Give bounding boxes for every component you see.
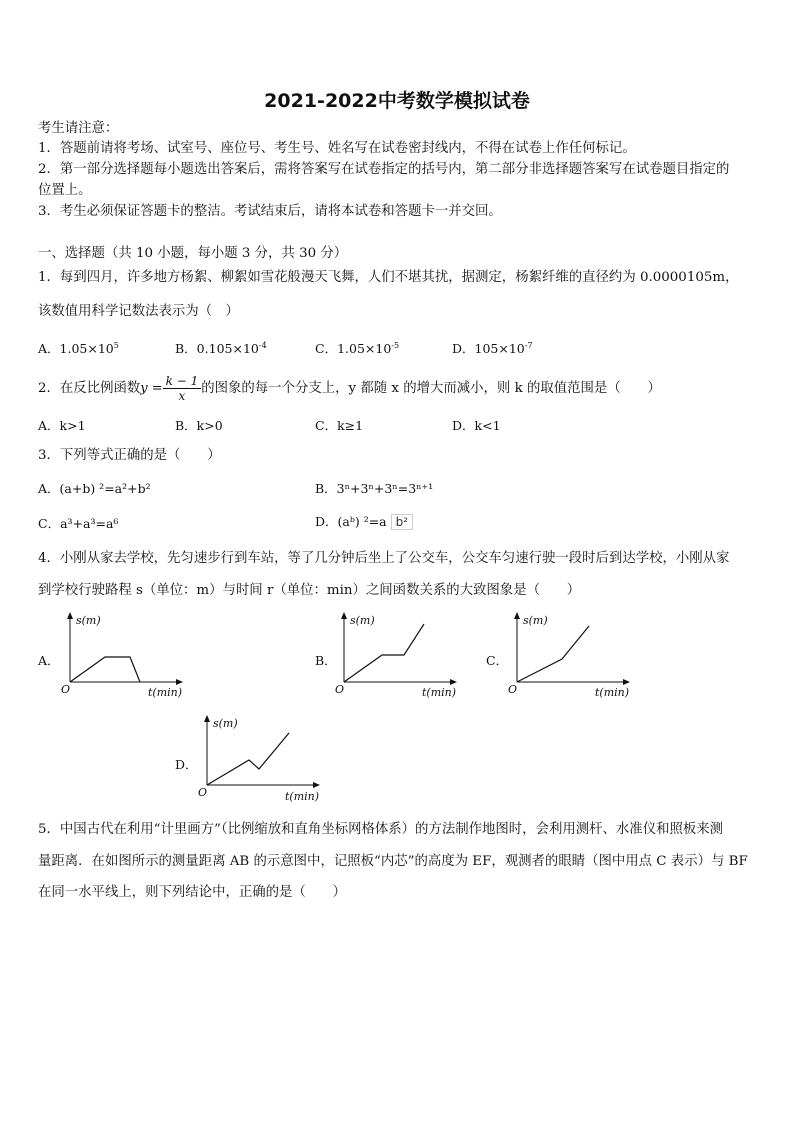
q1-option-c — [315, 339, 399, 357]
y-axis-arrow-icon — [514, 612, 520, 619]
y-axis-label: s(m) — [76, 614, 101, 627]
y-axis-arrow-icon — [204, 715, 210, 722]
x-axis-arrow-icon — [313, 782, 320, 788]
x-axis-arrow-icon — [450, 679, 457, 685]
q4-graph-d — [197, 715, 327, 811]
origin-label: O — [335, 683, 345, 696]
q5-stem-line1: 5．中国古代在利用“计里画方”（比例缩放和直角坐标网格体系）的方法制作地图时，会利用测杆、水准仪和照板来测 — [38, 822, 724, 837]
q1-option-a — [38, 339, 119, 357]
x-axis-label: t(min) — [595, 686, 630, 699]
q4-graph-a-svg — [60, 612, 190, 702]
page-title: 2021-2022中考数学模拟试卷 — [264, 90, 530, 112]
q5-stem-line2: 量距离．在如图所示的测量距离 AB 的示意图中，记照板“内芯”的高度为 EF，观测者的眼睛（图中用点 C 表示）与 BF — [38, 854, 748, 869]
q2-option-b: B．k>0 — [175, 418, 223, 433]
x-axis-label: t(min) — [148, 686, 183, 699]
q4-graph-b-label: B． — [315, 653, 337, 668]
y-axis-label: s(m) — [523, 614, 548, 627]
q5-stem-line3: 在同一水平线上，则下列结论中，正确的是（ ） — [38, 885, 346, 900]
notice-item-2: 2．第一部分选择题每小题选出答案后，需将答案写在试卷指定的括号内，第二部分非选择题答案写在试卷题目指定的 — [38, 162, 730, 177]
q1-option-a-text: A．1.05×10 — [38, 341, 114, 356]
q1-option-c-exp: -5 — [391, 340, 400, 350]
q3-option-d-exponent-box: b² — [391, 514, 413, 530]
q2-stem-post: 的图象的每一个分支上，y 都随 x 的增大而减小，则 k 的取值范围是（ ） — [201, 381, 661, 396]
section-heading: 一、选择题（共 10 小题，每小题 3 分，共 30 分） — [38, 246, 348, 261]
q2-option-d: D．k<1 — [452, 418, 501, 433]
q3-option-d — [315, 512, 413, 530]
q3-option-a: A．(a+b) ²=a²+b² — [38, 481, 151, 496]
q3-stem: 3．下列等式正确的是（ ） — [38, 448, 221, 463]
q4-graph-c-label: C． — [486, 653, 509, 668]
q4-graph-c — [507, 612, 637, 706]
q4-stem-line2: 到学校行驶路程 s（单位：m）与时间 r（单位：min）之间函数关系的大致图象是（ ） — [38, 583, 581, 598]
q4-graph-b-curve — [344, 624, 424, 682]
origin-label: O — [508, 683, 518, 696]
y-axis-arrow-icon — [67, 612, 73, 619]
q2-option-c: C．k≥1 — [315, 418, 364, 433]
notice-item-2-cont: 位置上。 — [38, 183, 92, 198]
q4-graph-c-svg — [507, 612, 637, 702]
q2-stem-pre: 2．在反比例函数 — [38, 381, 141, 396]
y-axis-label: s(m) — [213, 717, 238, 730]
q2-y-equals: y = — [140, 381, 163, 396]
q3-option-c: C．a³+a³=a⁶ — [38, 516, 119, 531]
x-axis-label: t(min) — [422, 686, 457, 699]
q1-option-b-text: B．0.105×10 — [175, 341, 259, 356]
q4-stem-line1: 4．小刚从家去学校，先匀速步行到车站，等了几分钟后坐上了公交车，公交车匀速行驶一段时后到达学校，小刚从家 — [38, 551, 730, 566]
q4-graph-b — [334, 612, 464, 706]
q2-stem — [38, 369, 661, 409]
q4-graph-d-svg — [197, 715, 327, 807]
q4-graph-a-label: A． — [38, 653, 60, 668]
notice-item-1: 1．答题前请将考场、试室号、座位号、考生号、姓名写在试卷密封线内，不得在试卷上作任何标记。 — [38, 141, 636, 156]
notice-heading: 考生请注意： — [38, 121, 119, 136]
q4-graph-a — [60, 612, 190, 706]
q4-graph-d-curve — [207, 733, 289, 785]
q1-option-d — [452, 339, 533, 357]
x-axis-label: t(min) — [285, 790, 320, 803]
origin-label: O — [61, 683, 71, 696]
q2-fraction — [163, 374, 202, 403]
q2-option-a: A．k>1 — [38, 418, 86, 433]
q1-stem-line1: 1．每到四月，许多地方杨絮、柳絮如雪花般漫天飞舞，人们不堪其扰，据测定，杨絮纤维的直径约为 0.0000105m， — [38, 270, 739, 285]
origin-label: O — [198, 786, 208, 799]
q3-option-b: B．3ⁿ+3ⁿ+3ⁿ=3ⁿ⁺¹ — [315, 481, 434, 496]
q4-graph-b-svg — [334, 612, 464, 702]
q1-option-b — [175, 339, 267, 357]
q3-option-d-text: D．(aᵇ) ²=a — [315, 514, 387, 529]
x-axis-arrow-icon — [176, 679, 183, 685]
q1-option-a-exp: 5 — [113, 340, 119, 350]
q1-option-d-text: D．105×10 — [452, 341, 525, 356]
q4-graph-a-curve — [70, 657, 140, 682]
q1-option-c-text: C．1.05×10 — [315, 341, 392, 356]
q1-option-d-exp: -7 — [524, 340, 533, 350]
q2-fraction-numerator: k − 1 — [163, 374, 202, 389]
q1-option-b-exp: -4 — [258, 340, 267, 350]
y-axis-arrow-icon — [341, 612, 347, 619]
q1-stem-line2: 该数值用科学记数法表示为（ ） — [38, 304, 239, 319]
x-axis-arrow-icon — [623, 679, 630, 685]
q4-graph-d-label: D． — [175, 757, 198, 772]
y-axis-label: s(m) — [350, 614, 375, 627]
q2-fraction-denominator: x — [178, 389, 186, 403]
notice-item-3: 3．考生必须保证答题卡的整洁。考试结束后，请将本试卷和答题卡一并交回。 — [38, 204, 502, 219]
q4-graph-c-curve — [517, 626, 589, 682]
